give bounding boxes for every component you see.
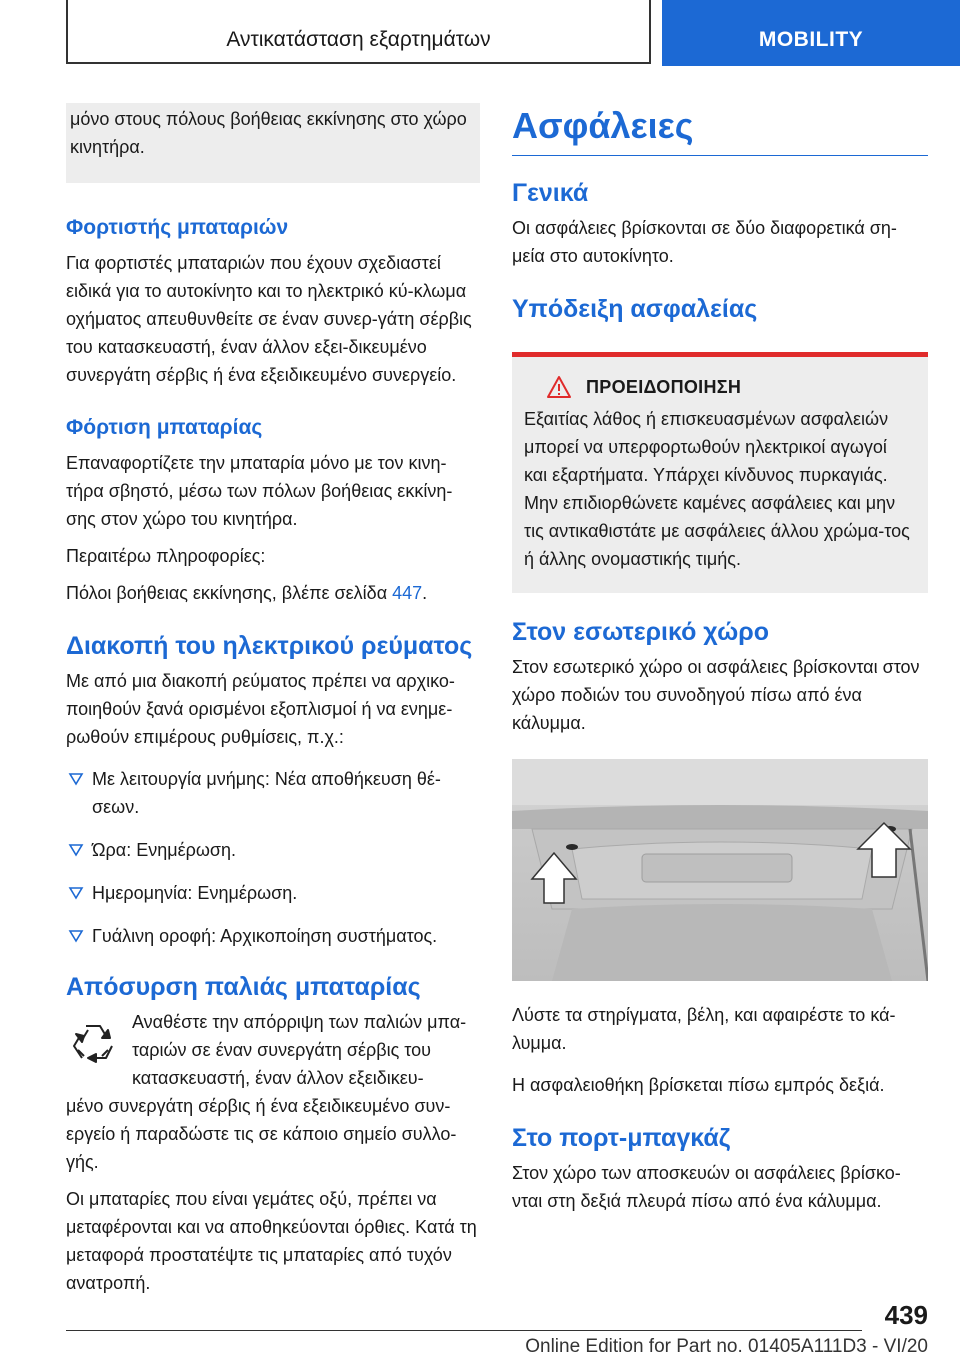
reference-text: Πόλοι βοήθειας εκκίνησης, βλέπε σελίδα (66, 583, 393, 603)
page-number: 439 (884, 1300, 928, 1330)
list-item-text: Γυάλινη οροφή: Αρχικοποίηση συστήματος. (92, 926, 438, 946)
triangle-bullet-icon (68, 838, 84, 862)
trunk-heading: Στο πορτ-μπαγκάζ (512, 1124, 731, 1152)
fuse-cover-photo (512, 759, 928, 981)
trunk-text: Στον χώρο των αποσκευών οι ασφάλειες βρίσκο-νται στη δεξιά πλευρά πίσω από ένα κάλυμμα. (512, 1163, 901, 1211)
disposal-block (66, 1008, 480, 1176)
chargers-heading: Φορτιστής μπαταριών (66, 216, 289, 239)
disposal-line: Αναθέστε την απόρριψη των παλιών μπα- (132, 1012, 467, 1032)
disposal-line: κατασκευαστή, έναν άλλον εξειδικευ- (132, 1068, 424, 1088)
edition-info: Online Edition for Part no. 01405A111D3 - VI/20 (525, 1336, 928, 1357)
list-item (66, 879, 480, 907)
charging-heading: Φόρτιση μπαταρίας (66, 416, 263, 439)
warning-title: ΠΡΟΕΙΔΟΠΟΙΗΣΗ (586, 376, 742, 397)
warning-box (512, 352, 928, 593)
left-column (66, 103, 480, 1306)
category-label: MOBILITY (758, 28, 864, 51)
disposal-text (66, 1008, 480, 1176)
acid-text: Οι μπαταρίες που είναι γεμάτες οξύ, πρέπει να μεταφέρονται και να αποθηκεύονται όρθιες. Κατά τη μεταφορά προστατέψτε τις μπαταρίες από τυχόν ανατροπή. (66, 1189, 477, 1293)
warning-triangle-icon (546, 375, 572, 399)
fuses-heading: Ασφάλειες (512, 103, 928, 156)
list-item (66, 922, 480, 950)
page-header (0, 0, 960, 66)
section-title: Αντικατάσταση εξαρτημάτων (226, 28, 491, 51)
reference-end: . (422, 583, 428, 603)
disposal-heading: Απόσυρση παλιάς μπαταρίας (66, 973, 421, 1001)
right-column (512, 103, 928, 1224)
triangle-bullet-icon (68, 881, 84, 905)
chargers-text: Για φορτιστές μπαταριών που έχουν σχεδιαστεί ειδικά για το αυτοκίνητο και το ηλεκτρικό κύ-κλωμα οχήματος απευθυνθείτε σε έναν συνερ-γάτη σέρβις του κατασκευαστή, έναν άλλον εξει-δικευμένο συνεργάτη σέρβις ή ένα εξειδικευμένο συνεργείο. (66, 253, 472, 385)
settings-list (66, 765, 480, 950)
intro-text: μόνο στους πόλους βοήθειας εκκίνησης στο χώρο κινητήρα. (70, 109, 467, 157)
list-item (66, 836, 480, 864)
list-item-text: Ώρα: Ενημέρωση. (92, 840, 237, 860)
recycle-icon (66, 1018, 120, 1072)
disposal-rest: μένο συνεργάτη σέρβις ή ένα εξειδικευμένο συν-εργείο ή παραδώστε τις σε κάποιο σημείο συλλο-γής. (66, 1096, 457, 1172)
list-item (66, 765, 480, 821)
fusebox-text: Η ασφαλειοθήκη βρίσκεται πίσω εμπρός δεξιά. (512, 1075, 885, 1095)
general-heading: Γενικά (512, 179, 589, 207)
safety-note-heading: Υπόδειξη ασφαλείας (512, 295, 758, 323)
reference-page-link[interactable]: 447 (392, 583, 423, 603)
reference-paragraph (66, 579, 480, 607)
photo-caption: Λύστε τα στηρίγματα, βέλη, και αφαιρέστε το κά-λυμμα. (512, 1005, 896, 1053)
section-tab (66, 0, 651, 64)
warning-text: Εξαιτίας λάθος ή επισκευασμένων ασφαλειών μπορεί να υπερφορτωθούν ηλεκτρικοί αγωγοί και εξαρτήματα. Υπάρχει κίνδυνος πυρκαγιάς. Μην επιδιορθώνετε καμένες ασφάλειες και μην τις αντικαθιστάτε με ασφάλειες άλλου χρώμα-τος ή άλλης ονομαστικής τιμής. (524, 409, 910, 569)
intro-box (66, 103, 480, 183)
category-tab[interactable] (662, 0, 960, 66)
more-info-text: Περαιτέρω πληροφορίες: (66, 546, 266, 566)
triangle-bullet-icon (68, 767, 84, 791)
footer-divider (66, 1330, 862, 1331)
general-text: Οι ασφάλειες βρίσκονται σε δύο διαφορετικά ση-μεία στο αυτοκίνητο. (512, 218, 897, 266)
interior-heading: Στον εσωτερικό χώρο (512, 618, 770, 646)
charging-text: Επαναφορτίζετε την μπαταρία μόνο με τον κινη-τήρα σβηστό, μέσω των πόλων βοήθειας εκκίνη-σης στον χώρο του κινητήρα. (66, 453, 453, 529)
warning-header (524, 375, 914, 399)
interruption-text: Με από μια διακοπή ρεύματος πρέπει να αρχικο-ποιηθούν ξανά ορισμένοι εξοπλισμοί ή να ενημε-ρωθούν επιμέρους ρυθμίσεις, π.χ.: (66, 671, 455, 747)
list-item-text: Με λειτουργία μνήμης: Νέα αποθήκευση θέ-σεων. (92, 769, 441, 817)
disposal-line: ταριών σε έναν συνεργάτη σέρβις του (132, 1040, 431, 1060)
interior-text: Στον εσωτερικό χώρο οι ασφάλειες βρίσκονται στον χώρο ποδιών του συνοδηγού πίσω από ένα κάλυμμα. (512, 657, 920, 733)
interruption-heading: Διακοπή του ηλεκτρικού ρεύματος (66, 632, 473, 660)
list-item-text: Ημερομηνία: Ενημέρωση. (92, 883, 298, 903)
triangle-bullet-icon (68, 924, 84, 948)
